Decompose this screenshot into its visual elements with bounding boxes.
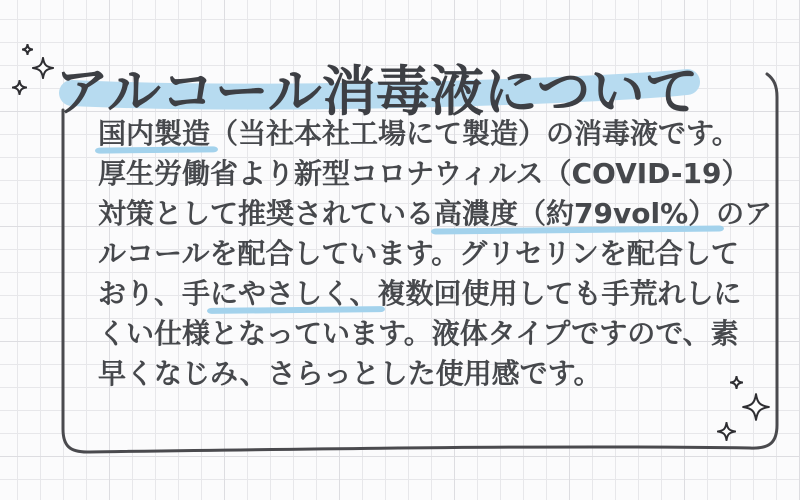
body-line [98, 234, 772, 274]
body-text: （当社本社工場にて製造）の消毒液です。 [210, 117, 740, 150]
sparkle-icon [33, 58, 53, 78]
body-text-block [98, 114, 772, 394]
body-line [98, 154, 772, 194]
underlined-text: 高濃度（約79vol%） [434, 194, 716, 234]
body-line [98, 114, 772, 154]
sparkle-icon [13, 81, 27, 95]
body-text: のア [716, 197, 773, 230]
sparkle-icon [743, 394, 769, 420]
sparkle-icon [22, 44, 32, 54]
body-text: 厚生労働省より新型コロナウィルス（COVID-19） [98, 157, 750, 190]
page-title: アルコール消毒液について [55, 60, 699, 124]
underlined-text: にやさしく、 [210, 274, 377, 314]
sparkle-icon [718, 423, 735, 440]
body-line [98, 194, 772, 234]
body-line [98, 354, 772, 394]
body-text: 早くなじみ、さらっとした使用感です。 [98, 357, 602, 390]
body-line [98, 314, 772, 354]
body-line [98, 274, 772, 314]
body-text: ルコールを配合しています。グリセリンを配合して [98, 237, 739, 270]
body-text: おり、手 [98, 277, 211, 310]
body-text: くい仕様となっています。液体タイプですので、素 [98, 317, 739, 350]
body-text: 対策として推奨されている [98, 197, 435, 230]
underlined-text: 国内製造 [98, 114, 210, 154]
body-text: 複数回使用しても手荒れしに [377, 277, 742, 310]
